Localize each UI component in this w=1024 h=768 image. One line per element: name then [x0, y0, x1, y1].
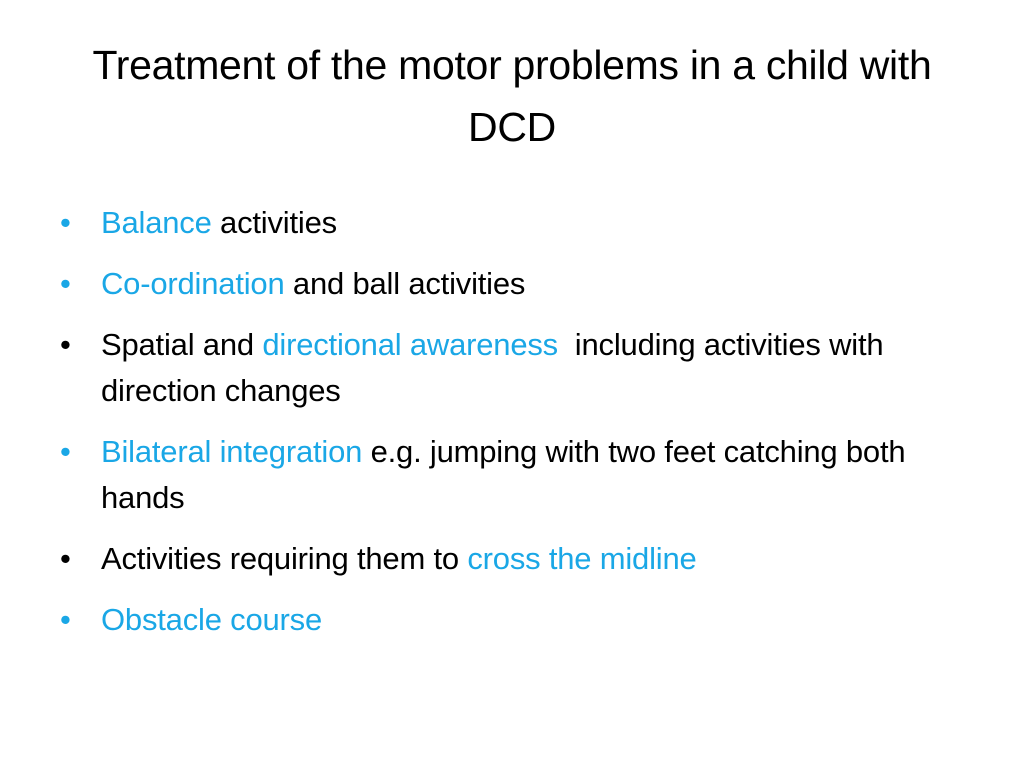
highlight-text: Co-ordination — [101, 266, 285, 301]
bullet-item-coordination — [57, 261, 987, 307]
bullet-dot-icon: • — [60, 266, 71, 301]
item-text: activities — [211, 205, 337, 240]
item-text: including activities with direction changes — [101, 327, 892, 408]
bullet-dot-icon: • — [60, 327, 71, 362]
highlight-text: directional awareness — [262, 327, 558, 362]
item-text: and ball activities — [284, 266, 526, 301]
bullet-item-bilateral — [57, 429, 987, 521]
highlight-text: Bilateral integration — [101, 434, 363, 469]
bullet-dot-icon: • — [60, 602, 71, 637]
bullet-dot-icon: • — [60, 541, 71, 576]
item-text: Spatial and — [101, 327, 263, 362]
item-text: Activities requiring them to — [101, 541, 468, 576]
bullet-item-midline — [57, 536, 987, 582]
highlight-text: Obstacle course — [101, 602, 322, 637]
bullet-item-obstacle — [57, 597, 987, 643]
bullet-dot-icon: • — [60, 434, 71, 469]
bullet-dot-icon: • — [60, 205, 71, 240]
bullet-item-balance — [57, 200, 987, 246]
bullet-list — [57, 200, 987, 658]
item-text: e.g. jumping with two feet catching both hands — [101, 434, 906, 515]
slide-title: Treatment of the motor problems in a child with DCD — [92, 42, 932, 150]
bullet-item-spatial — [57, 322, 987, 414]
highlight-text: Balance — [101, 205, 212, 240]
highlight-text: cross the midline — [467, 541, 697, 576]
